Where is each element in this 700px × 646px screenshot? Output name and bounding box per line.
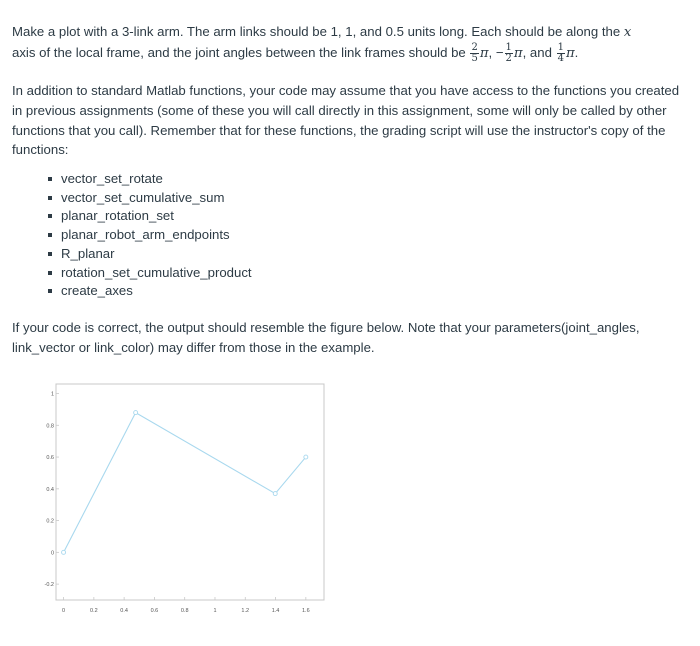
separator: , — [488, 44, 493, 60]
period: . — [574, 44, 579, 60]
angle3-denominator: 4 — [557, 52, 564, 64]
plot-frame — [56, 384, 324, 600]
joint-marker — [273, 492, 277, 496]
intro-paragraph — [12, 22, 684, 64]
pi-symbol: π — [513, 45, 523, 61]
angle2-fraction — [505, 43, 513, 64]
joint-marker — [62, 550, 66, 554]
angle2-numerator: 1 — [505, 41, 512, 53]
joint-marker — [134, 411, 138, 415]
x-tick-label: 0.4 — [120, 608, 128, 612]
result-paragraph: If your code is correct, the output should resemble the figure below. Note that your parameters(joint_angles, link_vector or link_color) may differ from those in the example. — [12, 320, 640, 355]
y-tick-label: 0.4 — [46, 486, 54, 493]
x-tick-label: 1.2 — [241, 608, 250, 612]
angle1-fraction — [470, 43, 478, 64]
joint-marker — [304, 455, 308, 459]
arm-plot-figure — [36, 376, 336, 617]
list-item: planar_robot_arm_endpoints — [48, 226, 252, 245]
arm-plot — [36, 376, 336, 612]
y-tick-label: 0 — [50, 550, 54, 557]
x-tick-label: 0 — [62, 608, 66, 612]
intro-line1: Make a plot with a 3-link arm. The arm links should be 1, 1, and 0.5 units long. Each should be along the — [12, 24, 621, 39]
assumption-paragraph: In addition to standard Matlab functions, your code may assume that you have access to the functions you created in previous assignments (some of these you will call directly in this assignment, some will only be called by other functions that you call). Remember that for these functions, the grading script will use the instructor's copy of the functions: — [12, 83, 680, 158]
y-tick-label: 0.8 — [46, 423, 54, 430]
list-item: planar_rotation_set — [48, 207, 252, 226]
y-tick-label: 0.6 — [46, 455, 54, 462]
list-item: vector_set_rotate — [48, 170, 252, 189]
y-tick-label: 0.2 — [46, 518, 54, 525]
x-tick-label: 0.8 — [180, 608, 189, 612]
x-tick-label: 0.2 — [90, 608, 98, 612]
angle3-numerator: 1 — [557, 41, 564, 53]
pi-symbol: π — [479, 45, 489, 61]
angle3-fraction — [557, 43, 565, 64]
angle2-denominator: 2 — [505, 52, 512, 64]
angle1-denominator: 5 — [471, 52, 478, 64]
x-tick-label: 1.4 — [271, 608, 280, 612]
x-axis-symbol: x — [623, 25, 632, 40]
list-item: create_axes — [48, 282, 252, 301]
intro-line2: axis of the local frame, and the joint angles between the link frames should be — [12, 44, 466, 60]
separator: , and — [522, 44, 552, 60]
x-tick-label: 1 — [213, 608, 217, 612]
y-tick-label: -0.2 — [44, 582, 54, 589]
list-item: R_planar — [48, 245, 252, 264]
y-tick-label: 1 — [50, 391, 54, 398]
pi-symbol: π — [565, 45, 575, 61]
list-item: vector_set_cumulative_sum — [48, 189, 252, 208]
x-tick-label: 1.6 — [302, 608, 310, 612]
x-tick-label: 0.6 — [150, 608, 159, 612]
list-item: rotation_set_cumulative_product — [48, 264, 252, 283]
angle1-numerator: 2 — [471, 41, 478, 53]
function-list — [48, 170, 252, 301]
minus-sign: − — [495, 44, 504, 60]
